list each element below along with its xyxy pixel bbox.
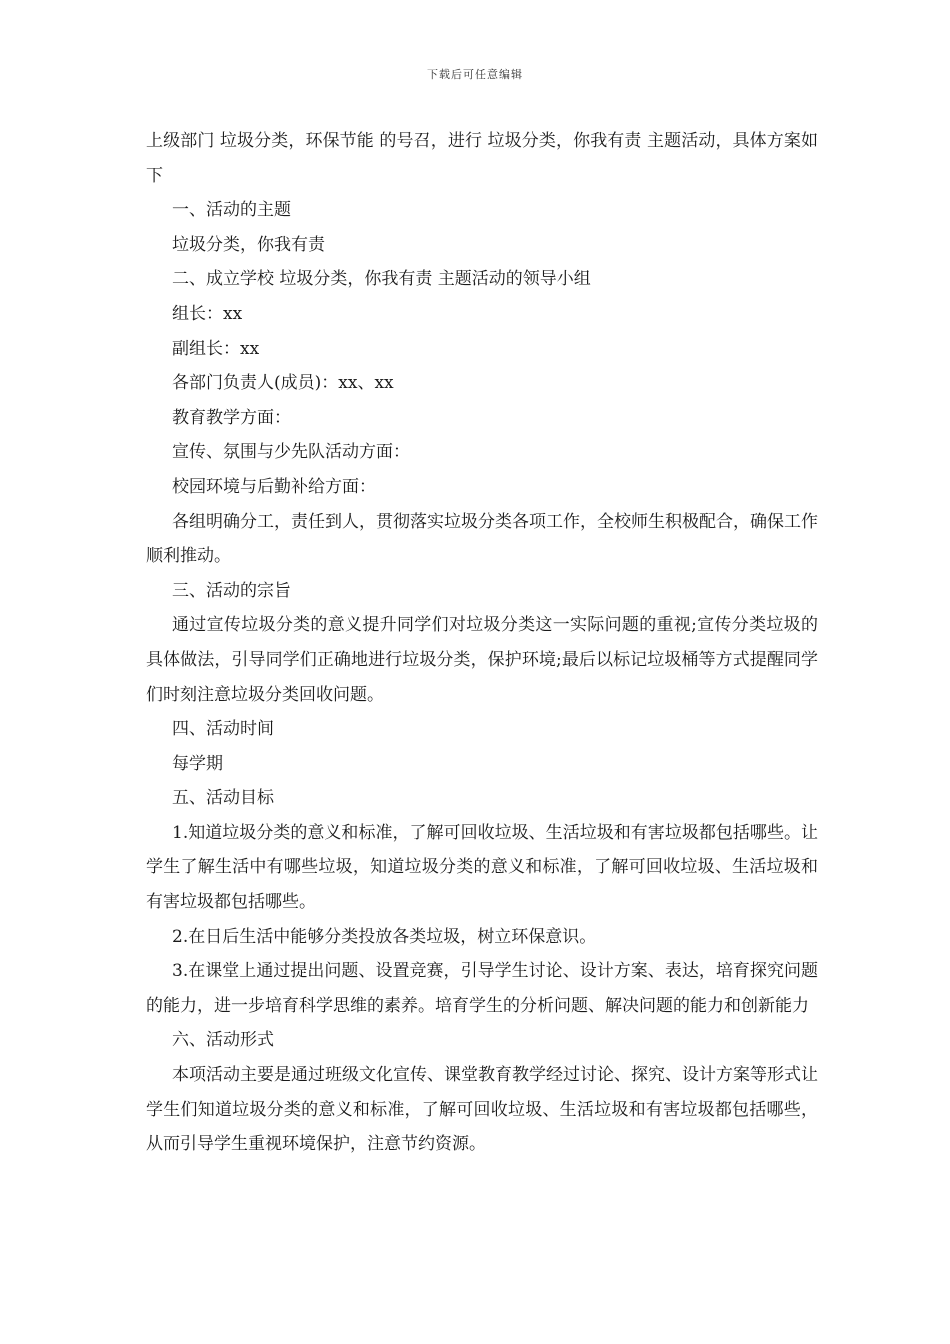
section-heading: 五、活动目标 xyxy=(172,788,274,809)
paragraph: 上级部门 垃圾分类，环保节能 的号召，进行 垃圾分类，你我有责 主题活动，具体方案如下 xyxy=(146,131,818,186)
paragraph: 校园环境与后勤补给方面： xyxy=(172,476,376,497)
section-heading: 二、成立学校 垃圾分类，你我有责 主题活动的领导小组 xyxy=(172,269,591,290)
paragraph: 垃圾分类，你我有责 xyxy=(172,234,325,255)
paragraph: 本项活动主要是通过班级文化宣传、课堂教育教学经过讨论、探究、设计方案等形式让学生们知道垃圾分类的意义和标准，了解可回收垃圾、生活垃圾和有害垃圾都包括哪些，从而引导学生重视环境保护，注意节约资源。 xyxy=(146,1065,818,1155)
section-heading: 三、活动的宗旨 xyxy=(172,580,291,601)
page-header-note: 下载后可任意编辑 xyxy=(427,68,523,81)
paragraph: 副组长：xx xyxy=(172,338,260,359)
paragraph: 各部门负责人(成员)：xx、xx xyxy=(172,373,394,394)
list-item: 1.知道垃圾分类的意义和标准，了解可回收垃圾、生活垃圾和有害垃圾都包括哪些。让学生了解生活中有哪些垃圾，知道垃圾分类的意义和标准，了解可回收垃圾、生活垃圾和有害垃圾都包括哪些。 xyxy=(146,822,818,913)
paragraph: 组长：xx xyxy=(172,303,243,324)
list-item: 3.在课堂上通过提出问题、设置竞赛，引导学生讨论、设计方案、表达，培育探究问题的能力，进一步培育科学思维的素养。培育学生的分析问题、解决问题的能力和创新能力 xyxy=(146,961,818,1016)
paragraph: 每学期 xyxy=(172,753,223,774)
list-item: 2.在日后生活中能够分类投放各类垃圾，树立环保意识。 xyxy=(172,926,597,947)
paragraph: 通过宣传垃圾分类的意义提升同学们对垃圾分类这一实际问题的重视;宣传分类垃圾的具体做法，引导同学们正确地进行垃圾分类，保护环境;最后以标记垃圾桶等方式提醒同学们时刻注意垃圾分类回收问题。 xyxy=(146,615,818,705)
document-body xyxy=(146,124,818,1162)
section-heading: 四、活动时间 xyxy=(172,719,274,740)
paragraph: 教育教学方面： xyxy=(172,407,291,428)
section-heading: 一、活动的主题 xyxy=(172,200,291,221)
section-heading: 六、活动形式 xyxy=(172,1030,274,1051)
paragraph: 宣传、氛围与少先队活动方面： xyxy=(172,442,410,463)
paragraph: 各组明确分工，责任到人，贯彻落实垃圾分类各项工作，全校师生积极配合，确保工作顺利推动。 xyxy=(146,511,818,567)
